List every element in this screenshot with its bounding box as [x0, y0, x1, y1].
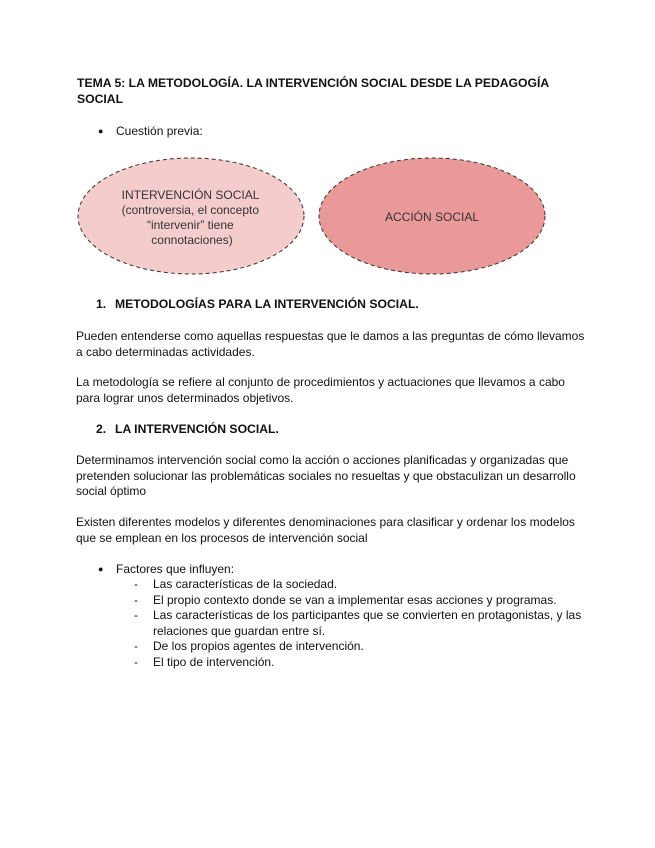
list-item-text: El propio contexto donde se van a implementar esas acciones y programas. [153, 592, 557, 607]
section-number: 1. [96, 297, 107, 311]
bullet-text: Cuestión previa: [116, 124, 203, 138]
section-number: 2. [96, 422, 107, 436]
list-item-text: Las características de la sociedad. [153, 577, 338, 591]
list-item [134, 655, 584, 671]
right-oval-label: ACCIÓN SOCIAL [384, 210, 480, 224]
bullet-dot-icon: ● [98, 126, 104, 136]
bullet-cuestion-previa [98, 124, 203, 140]
dash-icon: - [134, 654, 138, 669]
list-item-text: De los propios agentes de intervención. [153, 639, 364, 653]
dash-icon: - [134, 577, 138, 591]
concept-diagram [76, 152, 548, 282]
paragraph-1: Pueden entenderse como aquellas respuestas que le damos a las preguntas de cómo llevamos a cabo determinadas actividades. [76, 329, 585, 359]
dash-icon: - [134, 592, 138, 607]
left-oval-line-3: “intervenir” tiene [146, 218, 234, 232]
section-heading-1 [96, 297, 419, 313]
left-oval-line-1: INTERVENCIÓN SOCIAL [121, 188, 260, 202]
left-oval-line-4: connotaciones) [151, 233, 233, 247]
list-item [134, 608, 584, 639]
section-heading-2 [96, 422, 279, 438]
document-title: TEMA 5: LA METODOLOGÍA. LA INTERVENCIÓN SOCIAL DESDE LA PEDAGOGÍA SOCIAL [77, 76, 549, 106]
list-item [134, 593, 584, 609]
paragraph-4: Existen diferentes modelos y diferentes denominaciones para clasificar y ordenar los modelos que se emplean en los procesos de intervención social [76, 515, 575, 545]
factors-list [134, 577, 584, 670]
bullet-factores [98, 562, 234, 578]
bullet-dot-icon: ● [98, 564, 104, 574]
list-item-text: Las características de los participantes que se convierten en protagonistas, y las relaciones que guardan entre sí. [153, 608, 582, 638]
dash-icon: - [134, 608, 138, 622]
paragraph-2: La metodología se refiere al conjunto de procedimientos y actuaciones que llevamos a cabo para lograr unos determinados objetivos. [76, 375, 565, 405]
list-item [134, 639, 584, 655]
dash-icon: - [134, 639, 138, 653]
paragraph-3: Determinamos intervención social como la acción o acciones planificadas y organizadas que pretenden solucionar las problemáticas sociales no resueltas y que obstaculizan un desarrollo social óptimo [76, 453, 576, 498]
list-item [134, 577, 584, 593]
section-title: METODOLOGÍAS PARA LA INTERVENCIÓN SOCIAL. [115, 297, 419, 311]
list-item-text: El tipo de intervención. [153, 654, 275, 669]
bullet-text: Factores que influyen: [116, 562, 235, 576]
left-oval-line-2: (controversia, el concepto [121, 203, 260, 217]
section-title: LA INTERVENCIÓN SOCIAL. [115, 422, 279, 436]
